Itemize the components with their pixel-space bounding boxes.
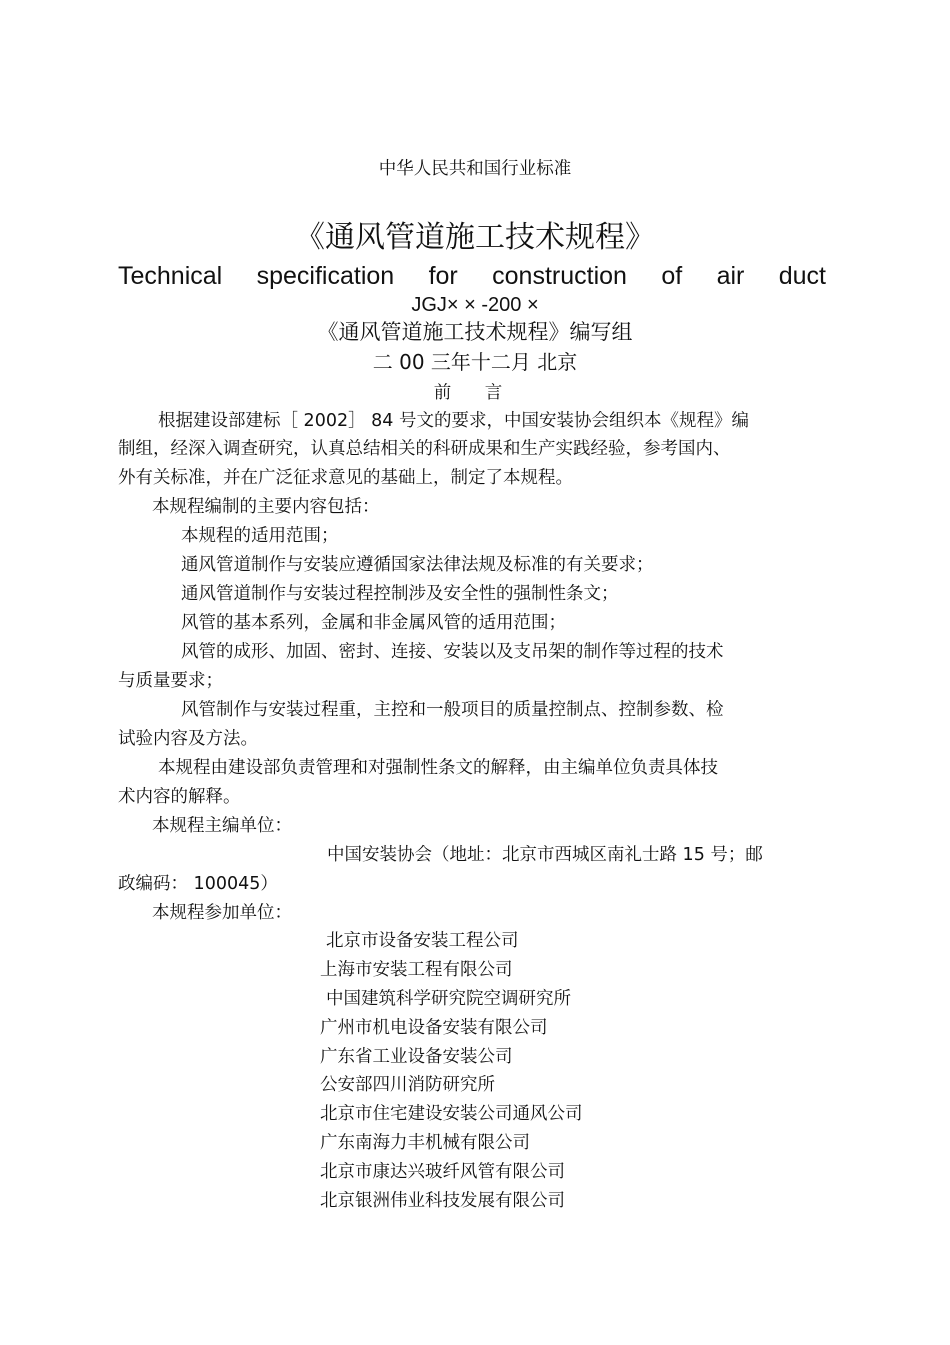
- document-title-cn: 《通风管道施工技术规程》: [295, 220, 655, 255]
- participating-unit: 广东省工业设备安装公司: [320, 1047, 513, 1067]
- participating-unit: 中国建筑科学研究院空调研究所: [326, 989, 571, 1009]
- intro-line: 外有关标准，并在广泛征求意见的基础上，制定了本规程。: [118, 468, 573, 488]
- standard-category: 中华人民共和国行业标准: [378, 159, 572, 179]
- chief-unit-heading: 本规程主编单位：: [152, 816, 292, 836]
- content-heading: 本规程编制的主要内容包括：: [152, 497, 380, 517]
- content-item: 风管制作与安装过程重，主控和一般项目的质量控制点、控制参数、检: [181, 700, 724, 720]
- intro-line: 制组，经深入调查研究，认真总结相关的科研成果和生产实践经验，参考国内、: [118, 439, 731, 459]
- standard-code: JGJ× × -200 ×: [411, 294, 539, 316]
- participating-unit: 广东南海力丰机械有限公司: [320, 1133, 530, 1153]
- foreword-heading: 前 言: [433, 383, 517, 403]
- intro-line: 根据建设部建标［ 2002］ 84 号文的要求，中国安装协会组织本《规程》编: [158, 411, 749, 431]
- date-place: 二 00 三年十二月 北京: [372, 350, 578, 374]
- content-item: 风管的成形、加固、密封、连接、安装以及支吊架的制作等过程的技术: [181, 642, 724, 662]
- participating-unit: 北京市设备安装工程公司: [326, 931, 519, 951]
- content-item: 风管的基本系列，金属和非金属风管的适用范围；: [181, 613, 566, 633]
- content-item: 通风管道制作与安装应遵循国家法律法规及标准的有关要求；: [181, 555, 654, 575]
- chief-unit-line: 中国安装协会（地址：北京市西城区南礼士路 15 号；邮: [327, 845, 763, 865]
- content-item: 通风管道制作与安装过程控制涉及安全性的强制性条文；: [181, 584, 619, 604]
- chief-unit-line: 政编码： 100045）: [118, 874, 278, 894]
- participating-unit: 北京市康达兴玻纤风管有限公司: [320, 1162, 565, 1182]
- content-item: 本规程的适用范围；: [181, 526, 339, 546]
- document-title-en: Technical specification for construction of air duct: [118, 262, 826, 290]
- participating-unit: 广州市机电设备安装有限公司: [320, 1018, 548, 1038]
- content-item: 与质量要求；: [118, 671, 223, 691]
- compiler-group: 《通风管道施工技术规程》编写组: [317, 320, 633, 344]
- participating-unit: 公安部四川消防研究所: [320, 1075, 495, 1095]
- participating-heading: 本规程参加单位：: [152, 903, 292, 923]
- content-item: 试验内容及方法。: [118, 729, 258, 749]
- participating-unit: 北京市住宅建设安装公司通风公司: [320, 1104, 583, 1124]
- management-line: 术内容的解释。: [118, 787, 241, 807]
- participating-unit: 上海市安装工程有限公司: [320, 960, 513, 980]
- management-line: 本规程由建设部负责管理和对强制性条文的解释，由主编单位负责具体技: [158, 758, 718, 778]
- participating-unit: 北京银洲伟业科技发展有限公司: [320, 1191, 565, 1211]
